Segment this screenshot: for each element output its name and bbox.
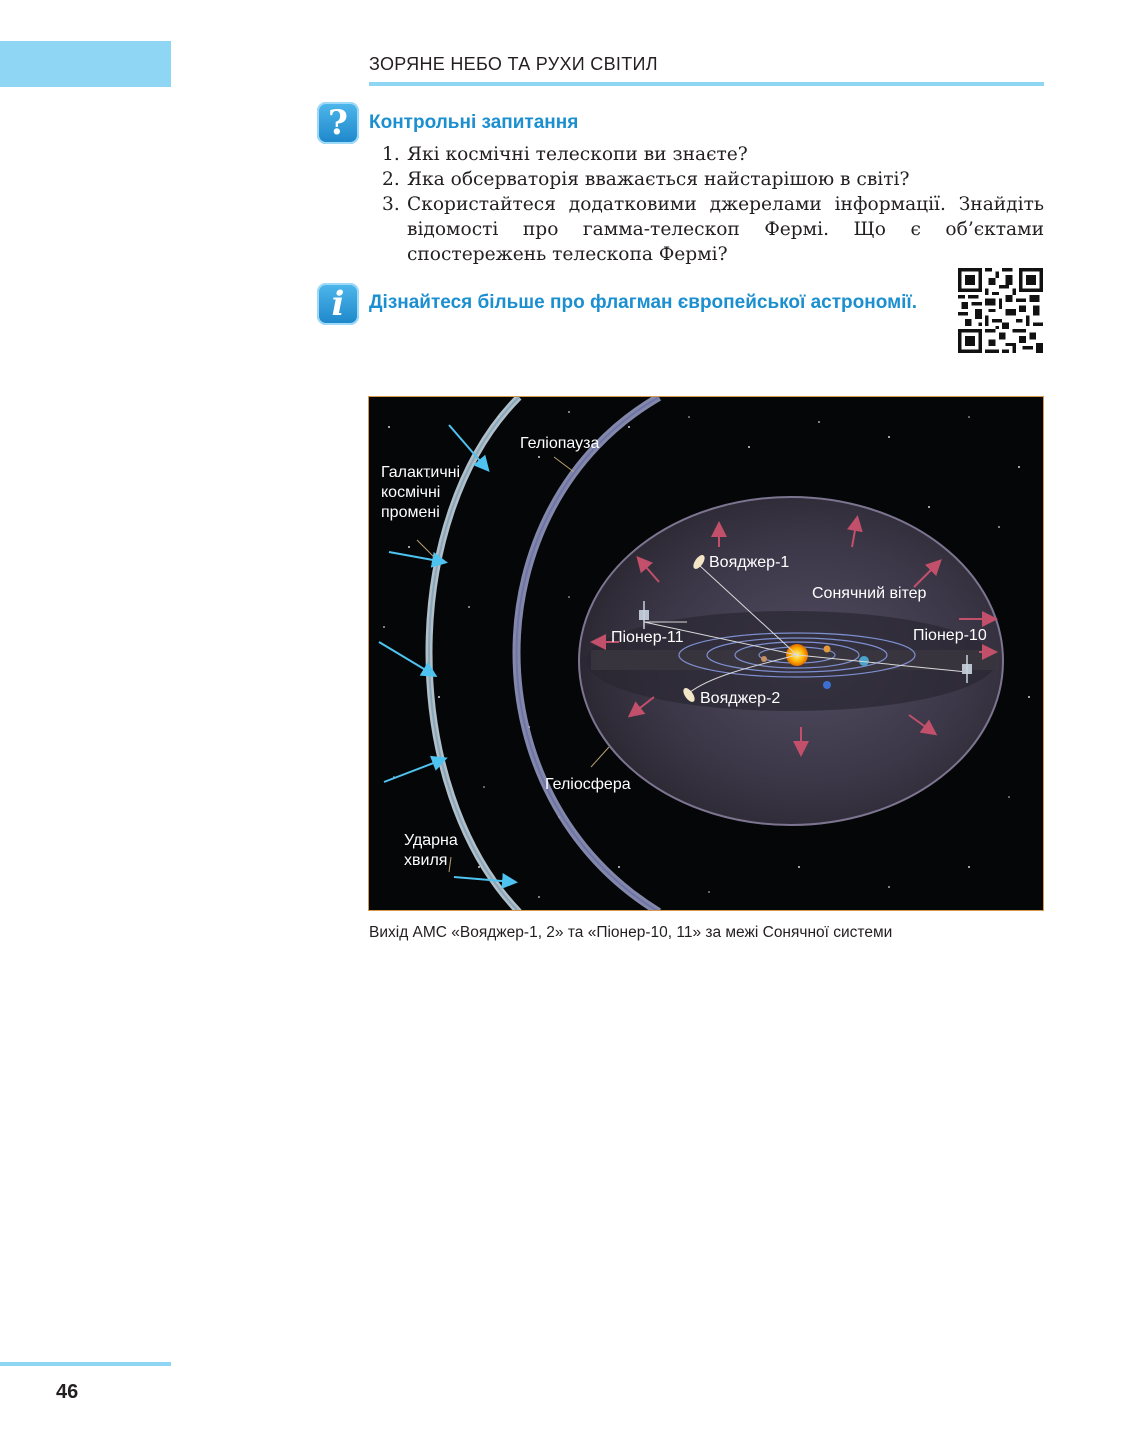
- label-voyager-2: Вояджер-2: [700, 690, 781, 707]
- question-text: Які космічні телескопи ви знаєте?: [407, 144, 748, 165]
- planet: [761, 656, 767, 662]
- bottom-color-tab: [0, 1362, 171, 1366]
- learn-more-text: Дізнайтеся більше про флагман європейської астрономії.: [369, 292, 918, 313]
- planet: [824, 646, 831, 653]
- figure-caption: Вихід АМС «Вояджер-1, 2» та «Піонер-10, 11» за межі Сонячної системи: [369, 924, 893, 941]
- control-questions-title: Контрольні запитання: [369, 112, 579, 133]
- header-rule: [369, 82, 1044, 86]
- question-icon: ?: [317, 102, 359, 144]
- label-cosmic-rays: Галактичні космічні промені: [381, 464, 461, 521]
- page-number: 46: [56, 1381, 79, 1403]
- question-list: [382, 142, 1044, 267]
- info-icon: i: [317, 283, 359, 325]
- qr-code-icon[interactable]: [958, 268, 1043, 353]
- question-text: Скористайтеся додатковими джерелами інформації. Знайдіть відомості про гамма-телескоп Фермі. Що є об’єктами спостережень телескопа Фермі?: [407, 194, 1044, 265]
- label-pioneer-11: Піонер-11: [611, 629, 684, 646]
- heliosphere-figure: [368, 396, 1044, 911]
- question-number: 3.: [382, 194, 400, 215]
- label-heliopause: Геліопауза: [520, 435, 600, 452]
- label-heliosphere: Геліосфера: [545, 776, 631, 793]
- list-item: [382, 142, 1044, 167]
- label-pioneer-10: Піонер-10: [913, 627, 987, 644]
- top-color-tab: [0, 41, 171, 87]
- list-item: [382, 192, 1044, 267]
- label-shock-wave: Ударна хвиля: [404, 832, 458, 869]
- label-solar-wind: Сонячний вітер: [812, 585, 927, 602]
- label-voyager-1: Вояджер-1: [709, 554, 790, 571]
- running-title: ЗОРЯНЕ НЕБО ТА РУХИ СВІТИЛ: [369, 54, 658, 74]
- planet: [823, 681, 831, 689]
- list-item: [382, 167, 1044, 192]
- question-number: 2.: [382, 169, 400, 190]
- question-text: Яка обсерваторія вважається найстарішою в світі?: [407, 169, 910, 190]
- question-number: 1.: [382, 144, 400, 165]
